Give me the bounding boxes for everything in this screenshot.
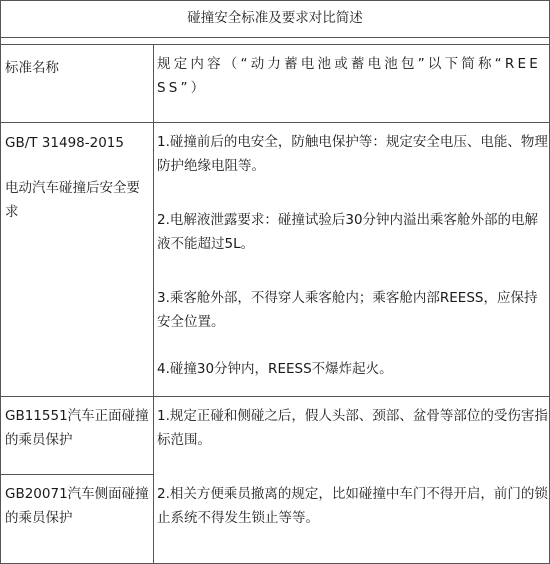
row1-item-3: 3.乘客舱外部，不得穿人乘客舱内；乘客舱内部REESS，应保持安全位置。: [157, 290, 538, 330]
row2-item-1: 1.规定正碰和侧碰之后，假人头部、颈部、盆骨等部位的受伤害指标范围。: [157, 408, 548, 448]
rule-title: [0, 37, 550, 38]
row3-item-1: 2.相关方便乘员撤离的规定，比如碰撞中车门不得开启，前门的锁止系统不得发生锁止等等。: [157, 486, 548, 526]
header-standard-name: 标准名称: [5, 60, 59, 76]
row1-item-2: 2.电解液泄露要求：碰撞试验后30分钟内溢出乘客舱外部的电解液不能超过5L。: [157, 212, 539, 252]
rule-row2: [0, 396, 550, 397]
header-content: 规定内容（“动力蓄电池或蓄电池包”以下简称“REESS”）: [157, 56, 541, 96]
row2-standard-name: GB11551汽车正面碰撞的乘员保护: [5, 408, 149, 448]
rule-row1: [0, 122, 550, 123]
row1-item-1: 1.碰撞前后的电安全，防触电保护等：规定安全电压、电能、物理防护绝缘电阻等。: [157, 134, 548, 174]
row1-item-4: 4.碰撞30分钟内，REESS不爆炸起火。: [157, 361, 393, 377]
rule-col-divider: [153, 44, 154, 564]
rule-left: [0, 0, 1, 564]
row1-standard-code: GB/T 31498-2015: [5, 135, 124, 151]
row3-standard-name: GB20071汽车侧面碰撞的乘员保护: [5, 486, 149, 526]
row1-standard-name: 电动汽车碰撞后安全要求: [5, 180, 140, 220]
rule-top: [0, 0, 550, 1]
rule-row3: [0, 474, 153, 475]
table-title: 碰撞安全标准及要求对比简述: [187, 10, 363, 26]
rule-header: [0, 44, 550, 45]
